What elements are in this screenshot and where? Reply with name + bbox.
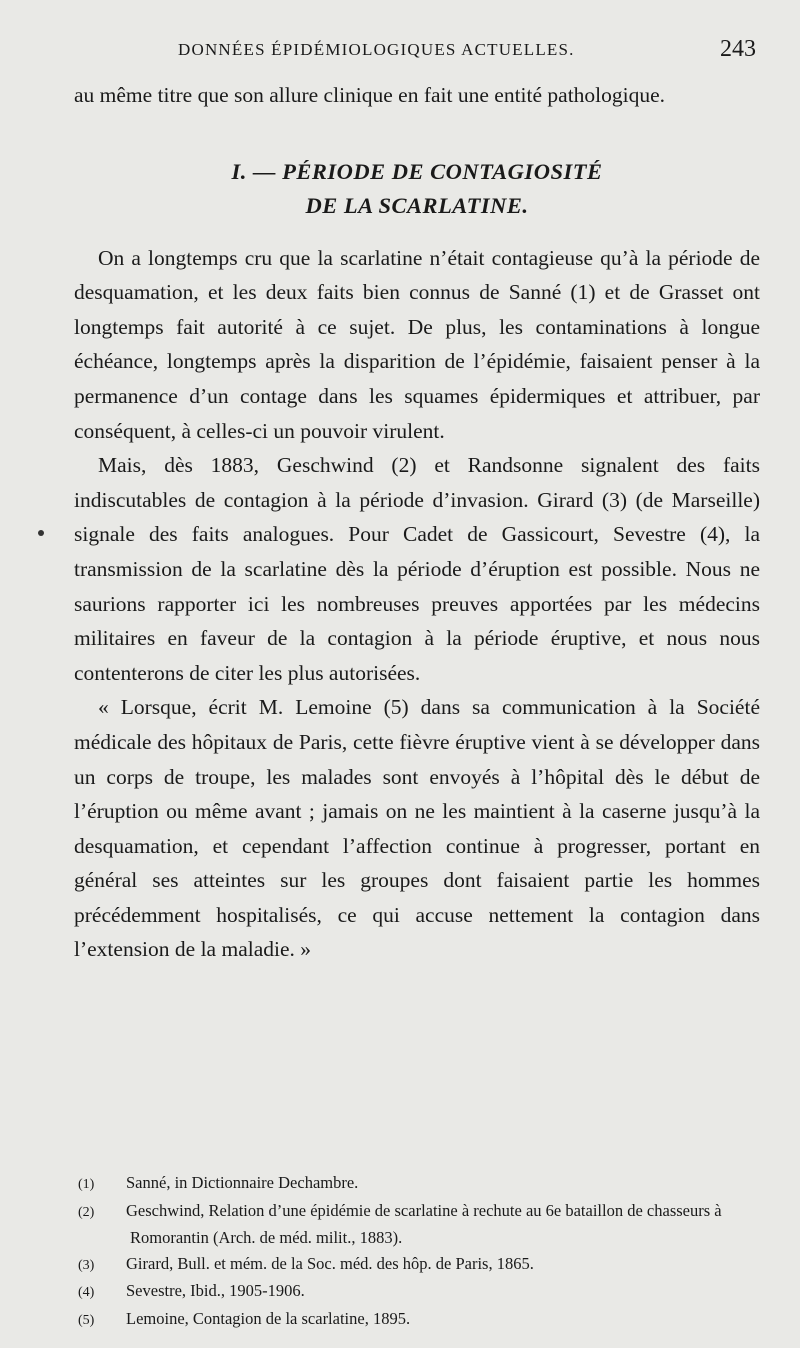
body-text <box>74 78 760 967</box>
section-title-line-2: DE LA SCARLATINE. <box>305 192 529 218</box>
paragraph-1: On a longtemps cru que la scarlatine n’était contagieuse qu’à la période de desquamation, et les deux faits bien connus de Sanné (1) et de Grasset ont longtemps fait autorité à ce sujet. De plus, les contaminations à longue échéance, longtemps après la disparition de l’épidémie, faisaient penser à la permanence d’un contage dans les squames épidermiques et attribuer, par conséquent, à celles-ci un pouvoir virulent. <box>74 245 760 443</box>
footnotes <box>78 1170 764 1334</box>
footnote-4: (4) Sevestre, Ibid., 1905-1906. <box>78 1281 305 1301</box>
paragraph-intro: au même titre que son allure clinique en fait une entité pathologique. <box>74 83 666 107</box>
section-title-line-1: I. — PÉRIODE DE CONTAGIOSITÉ <box>231 158 603 184</box>
footnote-3: (3) Girard, Bull. et mém. de la Soc. méd. des hôp. de Paris, 1865. <box>78 1253 534 1273</box>
footnote-5: (5) Lemoine, Contagion de la scarlatine, 1895. <box>78 1308 411 1328</box>
page-header <box>70 36 760 64</box>
footnote-2: (2) Geschwind, Relation d’une épidémie de scarlatine à rechute au 6e bataillon de chasseurs à Romorantin (Arch. de méd. milit., 1883). <box>78 1200 722 1248</box>
paragraph-3: « Lorsque, écrit M. Lemoine (5) dans sa communication à la Société médicale des hôpitaux de Paris, cette fièvre éruptive vient à se développer dans un corps de troupe, les malades sont envoyés à l’hôpital dès le début de l’éruption ou même avant ; jamais on ne les maintient à la caserne jusqu’à la desquamation, et cependant l’affection continue à progresser, portant en général ses atteintes sur les groupes dont faisaient partie les hommes précédemment hospitalisés, ce qui accuse nettement la contagion dans l’extension de la maladie. » <box>74 695 760 962</box>
ink-dot <box>38 530 44 536</box>
footnote-1: (1) Sanné, in Dictionnaire Dechambre. <box>78 1173 359 1192</box>
paragraph-2: Mais, dès 1883, Geschwind (2) et Randsonne signalent des faits indiscutables de contagion à la période d’invasion. Girard (3) (de Marseille) signale des faits analogues. Pour Cadet de Gassicourt, Sevestre (4), la transmission de la scarlatine dès la période d’éruption est possible. Nous ne saurions rapporter ici les nombreuses preuves apportées par les médecins militaires en faveur de la contagion à la période éruptive, et nous nous contenterons de citer les plus autorisées. <box>74 453 760 685</box>
section-title <box>74 155 760 223</box>
running-title: DONNÉES ÉPIDÉMIOLOGIQUES ACTUELLES. <box>178 40 575 59</box>
page-number: 243 <box>720 36 756 62</box>
